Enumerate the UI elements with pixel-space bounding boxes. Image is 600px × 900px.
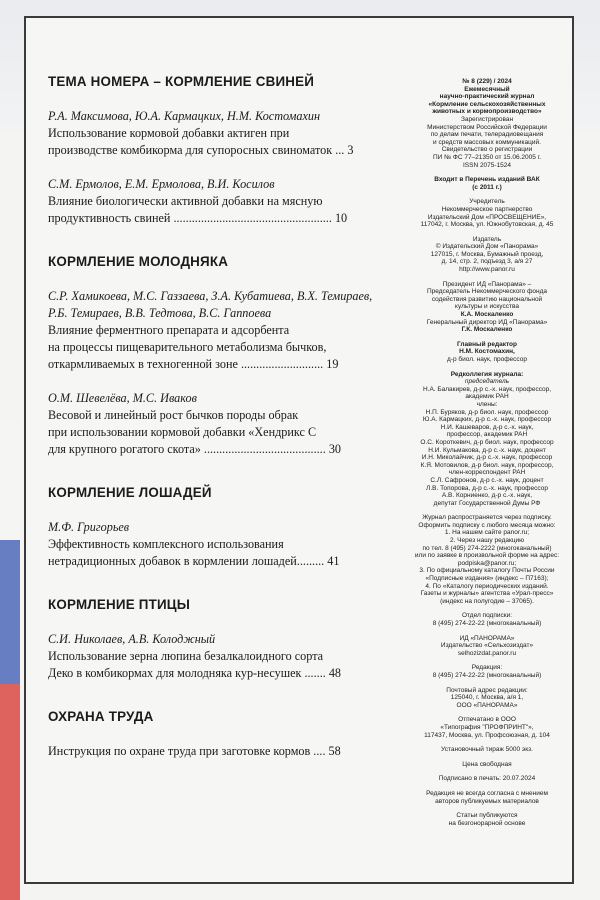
table-of-contents: [48, 73, 388, 760]
toc-section: [48, 253, 388, 458]
imprint-line: (индекс на полугодие – 37065).: [440, 597, 534, 605]
imprint-spacer: [406, 657, 568, 664]
imprint-line: ООО «ПАНОРАМА»: [456, 701, 518, 709]
imprint-line: С.Л. Сафронов, д-р с.-х. наук, доцент: [430, 476, 544, 484]
imprint-line: ПИ № ФС 77–21350 от 15.06.2005 г.: [432, 153, 542, 161]
imprint-line: podpiska@panor.ru;: [457, 559, 517, 567]
imprint-spacer: [406, 628, 568, 635]
imprint-line: «Типография "ПРОФПРИНТ"»,: [440, 723, 534, 731]
imprint-line: И.Н. Миколайчик, д-р с.-х. наук, профессор: [421, 454, 553, 462]
imprint-line: Цена свободная: [462, 760, 512, 768]
article-title-line: нетрадиционных добавок в кормлении лошадей......... 41: [48, 554, 340, 568]
imprint-line: Н.И. Кульмакова, д-р с.-х. наук, доцент: [428, 446, 546, 454]
toc-entry[interactable]: [48, 519, 388, 570]
imprint-line: член-корреспондент РАН: [448, 469, 526, 477]
section-heading: КОРМЛЕНИЕ МОЛОДНЯКА: [48, 254, 229, 269]
toc-entry[interactable]: [48, 743, 388, 760]
imprint-line: Зарегистрирован: [460, 115, 514, 123]
imprint-spacer: [406, 507, 568, 514]
imprint-line: 4. По «Каталогу периодических изданий.: [425, 582, 549, 590]
toc-section: [48, 73, 388, 227]
imprint-line: © Издательский Дом «Панорама»: [435, 243, 539, 251]
toc-entry[interactable]: [48, 288, 388, 373]
toc-entry[interactable]: [48, 176, 388, 227]
imprint-line: д. 14, стр. 2, подъезд 3, а/я 27: [441, 258, 533, 266]
section-heading: КОРМЛЕНИЕ ЛОШАДЕЙ: [48, 485, 212, 500]
imprint-line: д-р биол. наук, профессор: [447, 356, 527, 363]
imprint-line: и средств массовых коммуникаций.: [433, 138, 541, 146]
imprint-line: Оформить подписку с любого месяца можно:: [418, 521, 556, 529]
imprint-line: 2. Через нашу редакцию: [449, 537, 525, 545]
imprint-line: Генеральный директор ИД «Панорама»: [426, 318, 548, 326]
imprint-line: Министерством Российской Федерации: [427, 123, 547, 131]
imprint-line: Входит в Перечень изданий ВАК: [434, 176, 540, 184]
imprint-line: (с 2011 г.): [472, 183, 502, 191]
imprint-line: члены:: [476, 400, 498, 408]
imprint-line: животных и кормопроизводство»: [432, 108, 542, 116]
imprint-line: Отпечатано в ООО: [458, 716, 516, 724]
imprint-line: культуры и искусства: [455, 303, 519, 311]
imprint-line: ISSN 2075-1524: [462, 161, 512, 169]
imprint-spacer: [406, 768, 568, 775]
flag-stripe-decoration: [0, 420, 20, 900]
imprint-spacer: [406, 364, 568, 371]
imprint-line: 3. По официальному каталогу Почты России: [419, 567, 555, 575]
imprint-line: 117042, г. Москва, ул. Южнобутовская, д. 45: [420, 221, 554, 229]
imprint-line: Н.А. Балакирев, д-р с.-х. наук, профессор,: [422, 385, 552, 393]
imprint-line: 117437, Москва, ул. Профсоюзная, д. 104: [424, 731, 550, 739]
imprint-line: Г.К. Москаленко: [461, 326, 513, 334]
imprint-line: «Кормление сельскохозяйственных: [428, 100, 546, 108]
imprint-line: Н.И. Кашеваров, д-р с.-х. наук,: [440, 423, 534, 431]
section-heading: ТЕМА НОМЕРА – КОРМЛЕНИЕ СВИНЕЙ: [48, 74, 315, 89]
imprint-line: Газеты и журналы» агентства «Урал-пресс»: [420, 590, 554, 598]
imprint-line: 8 (495) 274-22-22 (многоканальный): [432, 620, 542, 627]
imprint-line: Издательство «Сельхозиздат»: [440, 642, 534, 650]
article-title-line: Инструкция по охране труда при заготовке кормов .... 58: [48, 744, 341, 758]
imprint-line: Президент ИД «Панорама» –: [442, 280, 532, 288]
article-title-line: Эффективность комплексного использования: [48, 537, 284, 551]
article-title-line: производстве комбикорма для супоросных свиноматок ... 3: [48, 143, 354, 157]
imprint-line: содействия развитию национальной: [431, 295, 543, 303]
imprint-line: Подписано в печать: 20.07.2024: [438, 775, 536, 783]
toc-entry[interactable]: [48, 631, 388, 682]
imprint-spacer: [406, 334, 568, 341]
imprint-line: 1. На нашем сайте panor.ru;: [444, 529, 530, 537]
imprint-line: 8 (495) 274-22-22 (многоканальный): [432, 671, 542, 679]
article-title-line: Влияние ферментного препарата и адсорбента: [48, 323, 290, 337]
imprint-spacer: [406, 783, 568, 790]
imprint-spacer: [406, 274, 568, 281]
imprint-line: Председатель Некоммерческого фонда: [426, 288, 548, 296]
imprint-line: Статьи публикуются: [456, 812, 518, 820]
contents-frame: [24, 16, 574, 884]
imprint-line: Свидетельство о регистрации: [441, 146, 533, 154]
imprint-line: профессор, академик РАН: [446, 431, 528, 439]
toc-section: [48, 596, 388, 682]
imprint-line: Установочный тираж 5000 экз.: [441, 746, 533, 754]
imprint-line: авторов публикуемых материалов: [435, 797, 539, 805]
toc-section: [48, 708, 388, 760]
imprint-line: Учредитель: [469, 198, 505, 206]
imprint-line: ИД «ПАНОРАМА»: [459, 634, 515, 642]
imprint-line: на безгонорарной основе: [448, 819, 526, 827]
article-title-line: при использовании кормовой добавки «Хендрикс С: [48, 425, 317, 439]
article-title-line: Использование зерна люпина безалкалоидного сорта: [48, 649, 324, 663]
article-authors: М.Ф. Григорьев: [48, 520, 130, 534]
article-authors: С.М. Ермолов, Е.М. Ермолова, В.И. Косилов: [48, 177, 275, 191]
imprint-line: академик РАН: [465, 393, 509, 401]
imprint-line: http://www.panor.ru: [459, 266, 515, 274]
article-title-line: Весовой и линейный рост бычков породы обрак: [48, 408, 299, 422]
imprint-line: Главный редактор: [457, 340, 517, 348]
article-title-line: откармливаемых в техногенной зоне ........................... 19: [48, 357, 339, 371]
imprint-line: Издатель: [472, 235, 502, 243]
imprint-line: № 8 (229) / 2024: [462, 78, 512, 85]
imprint-line: Отдел подписки:: [461, 612, 513, 620]
imprint-line: 125040, г. Москва, а/я 1,: [450, 694, 524, 702]
imprint-line: Ю.А. Кармацких, д-р с.-х. наук, профессор: [422, 416, 552, 424]
imprint-line: К.Я. Мотовилов, д-р биол. наук, профессор,: [420, 461, 554, 469]
imprint-spacer: [406, 605, 568, 612]
imprint-spacer: [406, 191, 568, 198]
imprint-line: депутат Государственной Думы РФ: [433, 499, 541, 507]
imprint-line: Редакция:: [471, 664, 503, 672]
imprint-spacer: [406, 680, 568, 687]
article-authors: С.И. Николаев, А.В. Колоджный: [48, 632, 216, 646]
imprint-spacer: [406, 754, 568, 761]
imprint-line: Издательский Дом «ПРОСВЕЩЕНИЕ»,: [427, 213, 547, 221]
article-authors: О.М. Шевелёва, М.С. Иваков: [48, 391, 197, 405]
imprint-line: по тел. 8 (495) 274-2222 (многоканальный): [422, 544, 552, 552]
imprint-line: научно-практический журнал: [439, 93, 535, 101]
imprint-line: selhozizdat.panor.ru: [457, 649, 517, 657]
section-heading: ОХРАНА ТРУДА: [48, 709, 154, 724]
toc-entry[interactable]: [48, 390, 388, 458]
article-title-line: на процессы пищеварительного метаболизма бычков,: [48, 340, 327, 354]
imprint-line: по делам печати, телерадиовещания: [430, 131, 544, 139]
article-authors: С.Р. Хамикоева, М.С. Газзаева, З.А. Кубатиева, В.Х. Темираев, Р.Б. Темираев, В.В. Тедтова, В.С. Гаппоева: [48, 289, 373, 320]
imprint-spacer: [406, 229, 568, 236]
imprint-line: К.А. Москаленко: [460, 311, 514, 319]
article-title-line: Деко в комбикормах для молодняка кур-несушек ....... 48: [48, 666, 342, 680]
article-title-line: для крупного рогатого скота» ........................................ 30: [48, 442, 342, 456]
imprint-line: Ежемесячный: [464, 85, 510, 93]
section-heading: КОРМЛЕНИЕ ПТИЦЫ: [48, 597, 191, 612]
article-title-line: Использование кормовой добавки актиген при: [48, 126, 290, 140]
toc-entry[interactable]: [48, 108, 388, 159]
article-authors: Р.А. Максимова, Ю.А. Кармацких, Н.М. Костомахин: [48, 109, 321, 123]
imprint-line: Л.В. Топорова, д-р с.-х. наук, профессор: [426, 484, 548, 492]
imprint-line: 127015, г. Москва, Бумажный проезд,: [430, 250, 544, 258]
imprint-line: Н.М. Костомахин,: [459, 348, 515, 356]
imprint-line: «Подписные издания» (индекс – П7163);: [425, 575, 549, 583]
imprint-column: [406, 78, 568, 827]
imprint-line: О.С. Короткевич, д-р биол. наук, профессор: [420, 438, 554, 446]
imprint-line: Некоммерческое партнерство: [441, 205, 533, 213]
toc-section: [48, 484, 388, 570]
imprint-line: Н.П. Буряков, д-р биол. наук, профессор: [425, 408, 549, 416]
imprint-line: председатель: [464, 378, 510, 386]
imprint-line: Журнал распространяется через подписку.: [422, 514, 552, 522]
imprint-line: Редколлегия журнала:: [450, 370, 524, 378]
imprint-line: А.В. Корниенко, д-р с.-х. наук,: [441, 492, 533, 500]
imprint-spacer: [406, 709, 568, 716]
article-title-line: Влияние биологически активной добавки на мясную: [48, 194, 323, 208]
imprint-line: Почтовый адрес редакции:: [446, 686, 528, 694]
imprint-line: Редакция не всегда согласна с мнением: [426, 789, 548, 797]
imprint-line: или по заявке в произвольной форме на адрес:: [414, 552, 560, 560]
article-title-line: продуктивность свиней .................................................... 10: [48, 211, 348, 225]
